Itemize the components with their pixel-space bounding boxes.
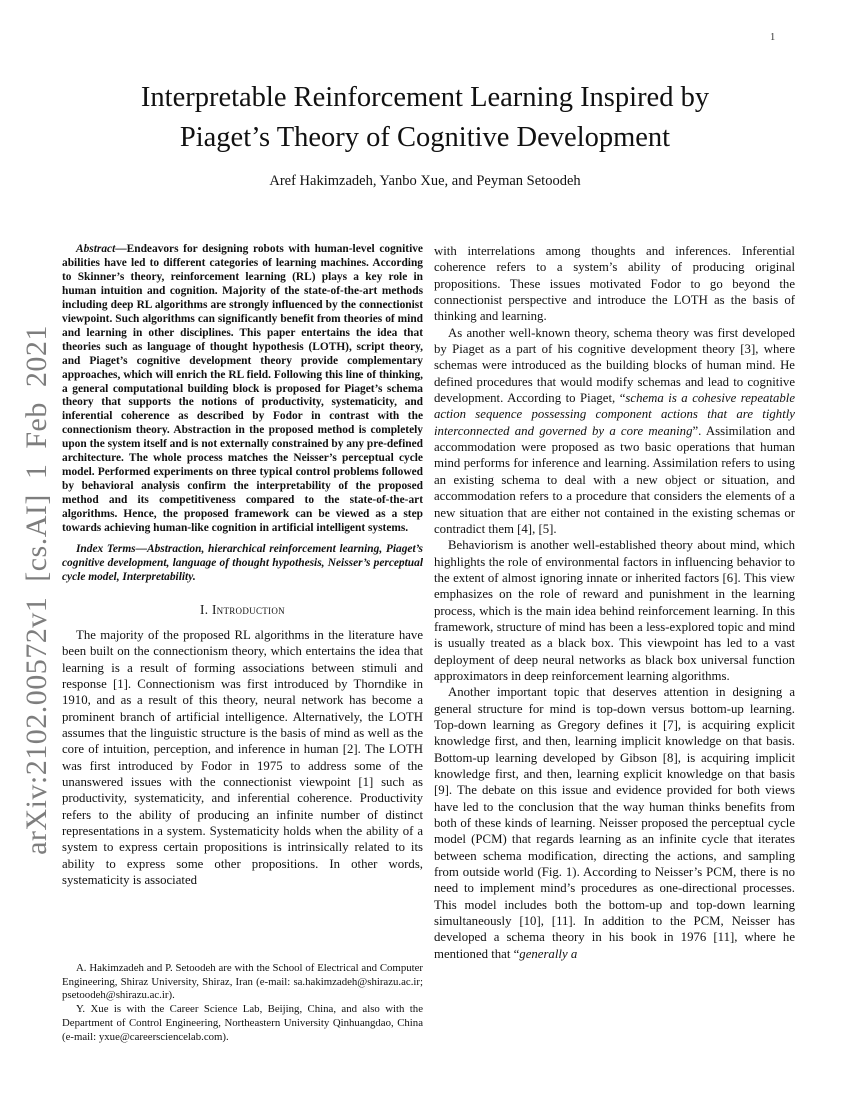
body-paragraph-schema-theory — [434, 325, 795, 537]
authors-line: Aref Hakimzadeh, Yanbo Xue, and Peyman Setoodeh — [269, 173, 581, 189]
paper-title-line2: Piaget’s Theory of Cognitive Development — [179, 122, 671, 153]
piaget-schema-quote: schema is a cohesive repeatable action sequence possessing component actions that are tightly interconnected and governed by a core meaning — [434, 391, 795, 438]
right-column — [434, 243, 795, 962]
neisser-quote-start: generally a — [519, 946, 578, 961]
schema-paragraph-post: ”. Assimilation and accommodation were proposed as two basic operations that human mind performs for inference and learning. Assimilation refers to using an existing schema to deal with a new object or situation, and accommodation refers to a procedure that considers the elements of a new situation that are either not contained in the existing schemas or contradict them [4], [5]. — [434, 423, 795, 536]
section-number: I. — [200, 601, 209, 617]
abstract-lead: Abstract — [76, 243, 116, 255]
schema-paragraph-pre: As another well-known theory, schema theory was first developed by Piaget as a part of his cognitive development theory [3], where schemas were introduced as the building blocks of human mind. He defined procedures that would modify schemas and lead to cognitive development. According to Piaget, “ — [434, 325, 795, 406]
index-terms-paragraph — [62, 543, 423, 585]
footnote-1: A. Hakimzadeh and P. Setoodeh are with the School of Electrical and Computer Engineering, Shiraz University, Shiraz, Iran (e-mail: sa.hakimzadeh@shirazu.ac.ir; psetoodeh@shirazu.ac.ir). — [62, 962, 423, 1002]
body-paragraph-behaviorism: Behaviorism is another well-established theory about mind, which highlights the role of environmental factors in influencing behavior to the extent of almost ignoring innate or inherited factors [6]. This view emphasizes on the role of reward and punishment in the learning process, which is the main idea behind reinforcement learning. In this framework, structure of mind has been a less-explored topic and mind is usually treated as a black box. This viewpoint has led to a vast deployment of deep neural networks as black box universal function approximators in deep reinforcement learning algorithms. — [434, 538, 795, 683]
footnote-2: Y. Xue is with the Career Science Lab, Beijing, China, and also with the Department of Control Engineering, Northeastern University Qinhuangdao, China (e-mail: yxue@careersciencelab.com). — [62, 1003, 423, 1043]
section-title: Introduction — [211, 601, 285, 617]
section-heading-introduction — [62, 602, 423, 618]
arxiv-watermark: arXiv:2102.00572v1 [cs.AI] 1 Feb 2021 — [20, 325, 53, 855]
page-number: 1 — [770, 32, 776, 43]
left-column — [62, 243, 423, 888]
intro-paragraph-1: The majority of the proposed RL algorithms in the literature have been built on the connectionism theory, which entertains the idea that learning is a result of forming associations between stimuli and response [1]. Connectionism was first introduced by Thorndike in 1910, and as a result of this theory, neural network has become a prominent branch of artificial intelligence. Alternatively, the LOTH assumes that the linguistic structure is the basis of mind as well as the core of intuition, perception, and inference in human [2]. The LOTH was first introduced by Fodor in 1975 to address some of the unanswered issues with the connectionist viewpoint [1] such as productivity, systematicity, and inferential coherence. Productivity refers to the ability of producing an infinite number of distinct representations in a system. Systematicity holds when the ability of a system to express certain propositions is intrinsically related to its ability to express some other propositions. In other words, systematicity is associated — [62, 627, 423, 888]
paper-title — [0, 78, 850, 158]
pcm-paragraph-pre: Another important topic that deserves attention in designing a general structure for mind is top-down versus bottom-up learning. Top-down learning as Gregory defines it [7], is acquiring explicit knowledge first, and then, learning implicit knowledge on that basis. Bottom-up learning developed by Gibson [8], is acquiring implicit knowledge first, and then, learning explicit knowledge on that basis [9]. The debate on this issue and evidence provided for both views have led to the conclusion that the way human thinks benefits from both of these kinds of learning. Neisser proposed the perceptual cycle model (PCM) that regards learning as an infinite cycle that iterates between schema modification, directing the actions, and sampling from outside world (Fig. 1). According to Neisser’s PCM, there is no need to implement mind’s procedures as one-directional processes. This model includes both the bottom-up and top-down learning simultaneously [10], [11]. In addition to the PCM, Neisser has developed a schema theory in his book in 1976 [11], where he mentioned that “ — [434, 685, 795, 961]
index-terms-lead: Index Terms — [76, 543, 136, 556]
author-footnotes — [62, 962, 423, 1044]
body-paragraph-topdown-bottomup — [434, 684, 795, 962]
abstract-paragraph — [62, 243, 423, 536]
body-paragraph-continuation: with interrelations among thoughts and inferences. Inferential coherence refers to a system’s ability of producing original propositions. These issues motivated Fodor to go beyond the connectionist perspective and introduce the LOTH as the basis of thinking and learning. — [434, 244, 795, 324]
index-terms-body: —Abstraction, hierarchical reinforcement learning, Piaget’s cognitive development, language of thought hypothesis, Neisser’s perceptual cycle model, Interpretability. — [62, 543, 423, 583]
paper-title-line1: Interpretable Reinforcement Learning Inspired by — [140, 82, 710, 113]
title-block — [0, 78, 850, 190]
abstract-body: —Endeavors for designing robots with human-level cognitive abilities have led to different categories of learning machines. According to Skinner’s theory, reinforcement learning (RL) plays a key role in human intuition and cognition. Majority of the state-of-the-art methods including deep RL algorithms are strongly influenced by the connectionist viewpoint. Such algorithms can significantly benefit from theories of mind and learning in other disciplines. This paper entertains the idea that theories such as language of thought hypothesis (LOTH), script theory, and Piaget’s cognitive development theory provide complementary approaches, which will enrich the RL field. Following this line of thinking, a general computational building block is proposed for Piaget’s schema theory that supports the notions of productivity, systematicity, and inferential coherence as described by Fodor in contrast with the connectionism theory. Abstraction in the proposed method is completely upon the system itself and is not externally constrained by any pre-defined architecture. The whole process matches the Neisser’s perceptual cycle model. Performed experiments on three typical control problems followed by behavioral analysis confirm the interpretability of the proposed method and its competitiveness compared to the state-of-the-art algorithms. Hence, the proposed framework can be viewed as a step towards achieving human-like cognition in artificial intelligent systems. — [62, 243, 423, 535]
